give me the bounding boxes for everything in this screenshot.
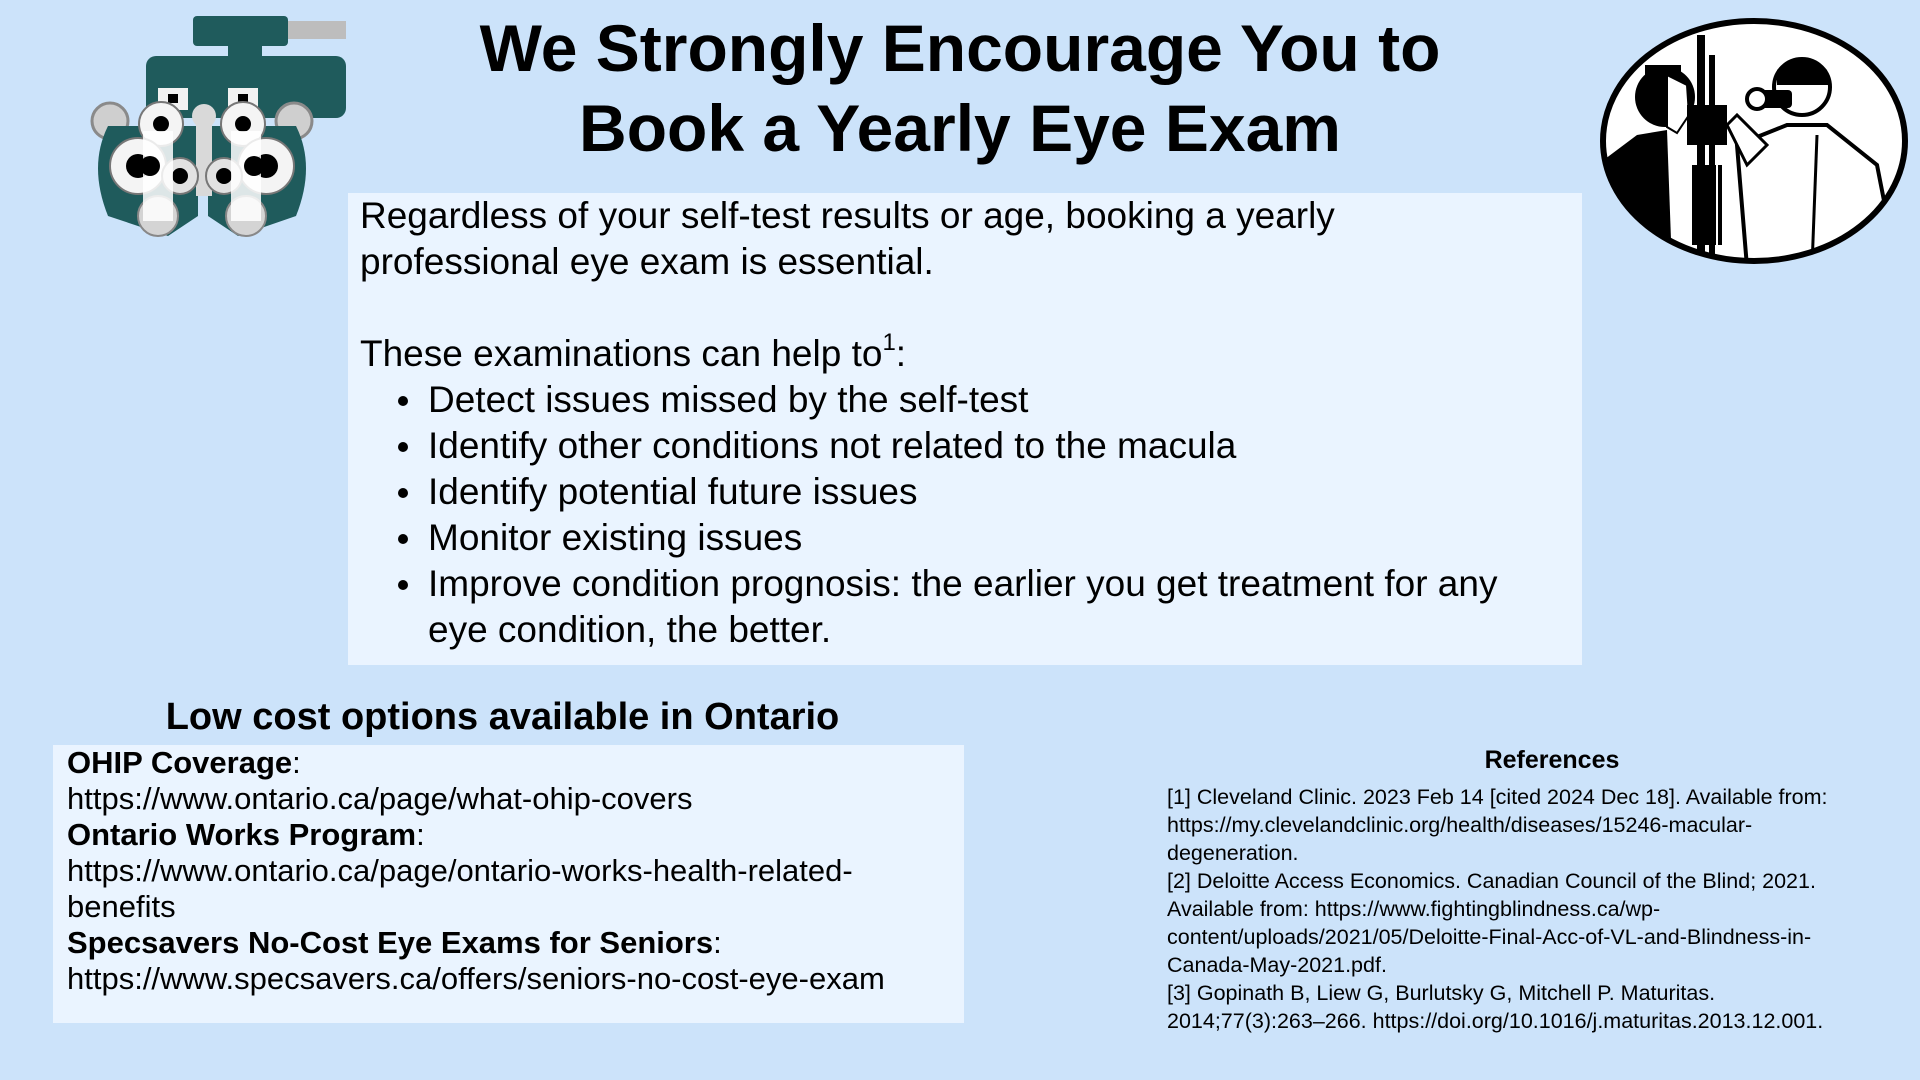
list-item-continuation [428, 607, 1570, 653]
bullet-icon [398, 488, 408, 498]
list-item [428, 423, 1570, 469]
paragraph-spacer [360, 285, 1570, 331]
reference-line: [1] Cleveland Clinic. 2023 Feb 14 [cited 2024 Dec 18]. Available from: [1167, 785, 1828, 809]
reference-line: content/uploads/2021/05/Deloitte-Final-Acc-of-VL-and-Blindness-in- [1167, 925, 1812, 949]
page-title-line-2: Book a Yearly Eye Exam [579, 91, 1341, 165]
list-item-text: Improve condition prognosis: the earlier you get treatment for any [428, 563, 1498, 604]
intro-paragraph-line-2: professional eye exam is essential. [360, 241, 934, 282]
option-name: Ontario Works Program [67, 817, 417, 852]
benefits-lead-colon: : [895, 333, 907, 374]
list-item [428, 469, 1570, 515]
list-item-text: Identify other conditions not related to the macula [428, 425, 1237, 466]
reference-line: Canada-May-2021.pdf. [1167, 953, 1387, 977]
exam-benefits-panel [348, 193, 1582, 665]
option-specsavers [67, 925, 950, 961]
list-item-text: Detect issues missed by the self-test [428, 379, 1029, 420]
option-colon: : [292, 745, 301, 780]
low-cost-heading: Low cost options available in Ontario [165, 696, 840, 738]
option-url: https://www.ontario.ca/page/what-ohip-covers [67, 781, 693, 816]
references-list [1167, 783, 1907, 1035]
phoropter-icon [88, 16, 348, 251]
eye-exam-illustration-icon [1597, 15, 1911, 267]
option-url: https://www.ontario.ca/page/ontario-works-health-related- [67, 853, 853, 888]
option-ohip [67, 745, 950, 781]
list-item [428, 515, 1570, 561]
reference-line: 2014;77(3):263–266. https://doi.org/10.1016/j.maturitas.2013.12.001. [1167, 1009, 1824, 1033]
list-item-text: eye condition, the better. [428, 609, 832, 650]
list-item [428, 377, 1570, 423]
bullet-icon [398, 396, 408, 406]
option-url: https://www.specsavers.ca/offers/seniors-no-cost-eye-exam [67, 961, 885, 996]
option-colon: : [713, 925, 722, 960]
bullet-icon [398, 534, 408, 544]
option-colon: : [416, 817, 425, 852]
bullet-icon [398, 442, 408, 452]
reference-line: degeneration. [1167, 841, 1299, 865]
bullet-icon [398, 580, 408, 590]
reference-line: [3] Gopinath B, Liew G, Burlutsky G, Mitchell P. Maturitas. [1167, 981, 1716, 1005]
reference-line: [2] Deloitte Access Economics. Canadian Council of the Blind; 2021. [1167, 869, 1816, 893]
benefits-list [360, 377, 1570, 653]
option-ontario-works [67, 817, 950, 853]
benefits-lead-text: These examinations can help to [360, 333, 883, 374]
option-url-continued: benefits [67, 889, 176, 924]
list-item-text: Identify potential future issues [428, 471, 918, 512]
list-item [428, 561, 1570, 607]
reference-marker: 1 [882, 329, 896, 356]
benefits-lead [360, 331, 1570, 377]
reference-line: Available from: https://www.fightingblindness.ca/wp- [1167, 897, 1661, 921]
references-heading: References [1484, 746, 1620, 774]
option-name: OHIP Coverage [67, 745, 293, 780]
intro-paragraph-line-1: Regardless of your self-test results or age, booking a yearly [360, 195, 1335, 236]
reference-line: https://my.clevelandclinic.org/health/diseases/15246-macular- [1167, 813, 1753, 837]
low-cost-options-panel [53, 745, 964, 1023]
option-name: Specsavers No-Cost Eye Exams for Seniors [67, 925, 714, 960]
page-title [360, 8, 1560, 168]
page-title-line-1: We Strongly Encourage You to [479, 11, 1441, 85]
list-item-text: Monitor existing issues [428, 517, 803, 558]
